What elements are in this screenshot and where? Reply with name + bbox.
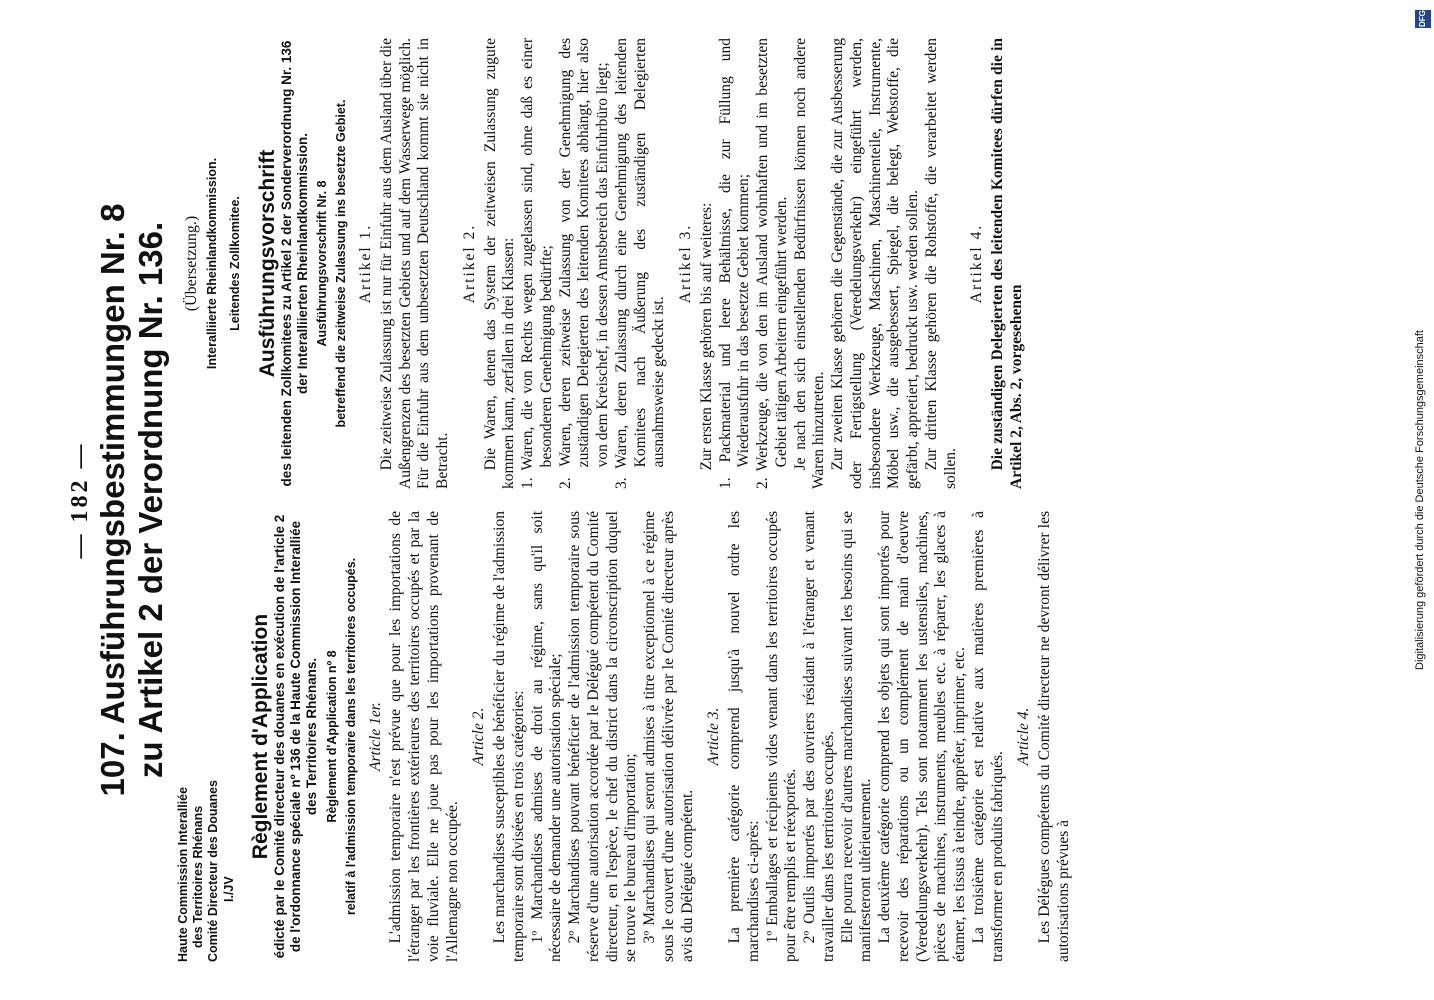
french-column xyxy=(176,511,1074,962)
digitization-note: Digitalisierung gefördert durch die Deutsche Forschungsgemeinschaft xyxy=(1414,330,1426,670)
page-header xyxy=(67,20,170,980)
page-number: — 182 — xyxy=(67,441,93,559)
german-article-4-title: Artikel 4. xyxy=(968,223,986,304)
french-article-3-title: Article 3. xyxy=(705,707,723,766)
french-article-3-item-2: 2º Outils importés par des ouvriers résidant à l'étranger et venant travailler dans les territoires occupés. xyxy=(801,511,837,962)
document-title-line-1: 107. Ausführungsbestimmungen Nr. 8 xyxy=(94,203,131,797)
french-article-3-paragraph-2: La deuxième catégorie comprend les objets qui sont importés pour recevoir des réparations ou un complément de main d'oeuvre (Veredelungsverkehr). Tels sont notamment les ustensiles, machines, pièces de machines, instruments, meubles etc. à réparer, les glaces à étamer, les tissus à teindre, apprêter, imprimer, etc. xyxy=(876,511,969,962)
rotated-document xyxy=(67,20,1367,980)
german-article-1-text: Die zeitweise Zulassung ist nur für Einfuhr aus dem Ausland über die Außengrenzen des besetzten Gebiets und auf dem Wasserwege möglich. Für die Einfuhr aus dem unbesetzten Deutschland kommt sie nicht in Betracht. xyxy=(377,38,452,489)
german-article-3-item-1: 1. Packmaterial und leere Behältnisse, die zur Füllung und Wiederausfuhr in das besetzte Gebiet kommen; xyxy=(716,38,753,489)
german-column xyxy=(176,38,1074,489)
french-article-2-item-1: 1º Marchandises admises de droit au régime, sans qu'il soit nécessaire de demander une autorisation spéciale; xyxy=(528,511,565,962)
french-org-line-2: des Territoires Rhénans xyxy=(191,805,206,948)
german-article-3-paragraph-3: Zur dritten Klasse gehören die Rohstoffe, die verarbeitet werden sollen. xyxy=(922,38,959,489)
french-article-4-text: Les Délégues compétents du Comité directeur ne devront délivrer les autorisations prévues à xyxy=(1036,511,1072,962)
french-article-2-intro: Les marchandises susceptibles de bénéficier du régime de l'admission temporaire sont divisées en trois catégories: xyxy=(491,511,527,962)
french-article-3-paragraph-1: Elle pourra recevoir d'autres marchandises suivant les besoins qui se manifesteront ultérieurement. xyxy=(838,511,875,962)
german-org-line-2: Leitendes Zollkomitee. xyxy=(228,196,243,331)
german-article-3-title: Artikel 3. xyxy=(677,223,695,304)
german-article-2-item-1: 1. Waren, die von Rechts wegen zugelassen sind, ohne daß es einer besonderen Genehmigung bedürfte; xyxy=(519,38,555,489)
french-subtitle-3: relatif à l'admission temporaire dans les territoires occupés. xyxy=(343,557,358,916)
german-subtitle-2: Ausführungsvorschrift Nr. 8 xyxy=(315,180,330,347)
french-org-line-1: Haute Commission Interalliée xyxy=(175,786,190,962)
dfg-logo-text: DFG xyxy=(1418,10,1427,27)
german-article-2-intro: Die Waren, denen das System der zeitweisen Zulassung zugute kommen kann, zerfallen in drei Klassen: xyxy=(481,38,518,489)
french-article-4-title: Article 4. xyxy=(1015,707,1033,766)
french-subtitle: édicté par le Comité directeur des douanes en exécution de l'article 2 de l'ordonnance spéciale nº 136 de la Haute Commission Interalliée des Territoires Rhénans. xyxy=(271,514,320,959)
french-title: Règlement d'Application xyxy=(248,613,272,860)
german-subtitle: des leitenden Zollkomitees zu Artikel 2 der Sonderverordnung Nr. 136 der Interalliierten Rheinlandkommission. xyxy=(278,40,311,487)
french-org-line-3: Comité Directeur des Douanes xyxy=(206,780,221,962)
french-article-1-text: L'admission temporaire n'est prévue que pour les importations de l'étranger par les frontières extérieures des territoires occupés et par la voie fluviale. Elle ne joue pas pour les importations provenant de l'Allemagne non occupée. xyxy=(387,511,461,962)
french-subtitle-2: Règlement d'Application nº 8 xyxy=(324,650,339,823)
french-article-1-title: Article 1er. xyxy=(366,702,384,771)
german-title: Ausführungsvorschrift xyxy=(255,149,279,378)
document-title-line-2: zu Artikel 2 der Verordnung Nr. 136. xyxy=(131,221,169,779)
german-article-4-text: Die zuständigen Delegierten des leitenden Komitees dürfen die in Artikel 2, Abs. 2, vorgesehenen xyxy=(989,38,1025,489)
german-article-3-paragraph-2: Zur zweiten Klasse gehören die Gegenstände, die zur Ausbesserung oder Fertigstellung (Veredelungsverkehr) eingeführt werden, insbesondere Werkzeuge, Maschinen, Maschinenteile, Instrumente, Möbel usw., die ausgebessert, Spiegel, die belegt, Webstoffe, die gefärbt, appretiert, bedruckt usw. werden sollen. xyxy=(829,38,922,489)
german-article-3-paragraph-1: Je nach den sich einstellenden Bedürfnissen können noch andere Waren hinzutreten. xyxy=(791,38,828,489)
translation-note: (Übersetzung.) xyxy=(182,215,200,312)
french-article-3-intro: La première catégorie comprend jusqu'à nouvel ordre les marchandises ci-après: xyxy=(726,511,762,962)
german-article-1-title: Artikel 1. xyxy=(357,223,375,304)
german-subtitle-3: betreffend die zeitweise Zulassung ins besetzte Gebiet. xyxy=(334,99,349,428)
german-article-2-item-2: 2. Waren, deren zeitweise Zulassung von der Genehmigung des zuständigen Delegierten des leitenden Komitees abhängt, hier also von dem Kreischef, in dessen Amtsbereich das Einfuhrbüro liegt; xyxy=(556,38,612,489)
german-article-3-intro: Zur ersten Klasse gehören bis auf weiteres: xyxy=(697,202,715,471)
dfg-logo xyxy=(1415,10,1431,28)
german-article-2-item-3: 3. Waren, deren Zulassung durch eine Genehmigung des leitenden Komitees nach Äußerung des zuständigen Delegierten ausnahmsweise gedeckt ist. xyxy=(612,38,668,489)
french-article-2-item-2: 2º Marchandises pouvant bénéficier de l'admission temporaire sous réserve d'une autorisation accordée par le Délégué compétent du Comité directeur, en l'espèce, le chef du district dans la circonscription duquel se trouve le bureau d'importation; xyxy=(566,511,640,962)
french-article-2-item-3: 3º Marchandises qui seront admises à titre exceptionnel à ce régime sous le couvert d'une autorisation délivrée par le Comité directeur après avis du Délégué compétent. xyxy=(641,511,696,962)
french-article-3-item-1: 1º Emballages et récipients vides venant dans les territoires occupés pour être remplis et réexportés. xyxy=(763,511,800,962)
german-org-line-1: Interalliierte Rheinlandkommission. xyxy=(205,157,220,370)
french-article-2-title: Article 2. xyxy=(470,707,488,766)
german-article-2-title: Artikel 2. xyxy=(460,223,478,304)
two-column-body xyxy=(176,20,1074,980)
german-article-3-item-2: 2. Werkzeuge, die von den im Ausland wohnhaften und im besetzten Gebiet tätigen Arbeitern eingeführt werden. xyxy=(754,38,790,489)
french-article-3-paragraph-3: La troisième catégorie est relative aux matières premières à transformer en produits fabriqués. xyxy=(969,511,1006,962)
french-reference: I./JV xyxy=(221,876,236,902)
